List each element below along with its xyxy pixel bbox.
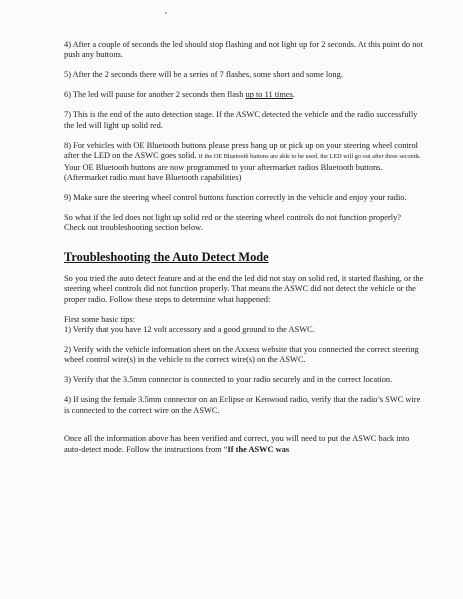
document-body bbox=[64, 40, 424, 465]
step-8-text: 8) For vehicles with OE Bluetooth buttons please press hang up or pick up on your steering wheel control after the LED on the ASWC goes solid. bbox=[64, 140, 419, 161]
closing-text: Once all the information above has been verified and correct, you will need to put the ASWC back into auto-detect mode. Follow the instructions from “ bbox=[64, 434, 410, 454]
step-9: 9) Make sure the steering wheel control buttons function correctly in the vehicle and enjoy your radio. bbox=[64, 193, 407, 203]
step-6-underlined: up to 11 times bbox=[245, 90, 293, 100]
step-4: 4) After a couple of seconds the led should stop flashing and not light up for 2 seconds. At this point do not push any buttons. bbox=[64, 40, 423, 60]
step-5: 5) After the 2 seconds there will be a series of 7 flashes, some short and some long. bbox=[64, 70, 343, 80]
closing-paragraph bbox=[64, 434, 424, 455]
tip-1: 1) Verify that you have 12 volt accessory and a good ground to the ASWC. bbox=[64, 325, 315, 335]
intro-paragraph: So you tried the auto detect feature and at the end the led did not stay on solid red, it started flashing, or the steering wheel controls did not function properly. That means the ASWC did not detect the vehicle or the proper radio. Follow these steps to determine what happened: bbox=[64, 273, 424, 304]
closing-bold-reference: If the ASWC was bbox=[227, 444, 290, 454]
step-6-end: . bbox=[292, 90, 295, 100]
section-heading: Troubleshooting the Auto Detect Mode bbox=[64, 249, 269, 264]
tips-header: First some basic tips: bbox=[64, 314, 135, 324]
step-6-text: 6) The led will pause for another 2 seconds then flash bbox=[64, 90, 246, 100]
tip-4: 4) If using the female 3.5mm connector on an Eclipse or Kenwood radio, verify that the radio’s SWC wire is connected to the correct wire on the ASWC. bbox=[64, 395, 421, 415]
step-7: 7) This is the end of the auto detection stage. If the ASWC detected the vehicle and the radio successfully the led will light up solid red. bbox=[64, 110, 418, 130]
step-8-text-cont: Your OE Bluetooth buttons are now programmed to your aftermarket radios Bluetooth buttons. (Aftermarket radio must have Bluetooth capabilities) bbox=[64, 162, 383, 183]
scan-speck bbox=[165, 12, 167, 14]
what-if-paragraph: So what if the led does not light up solid red or the steering wheel controls do not function properly? Check out troubleshooting section below. bbox=[64, 213, 402, 233]
tip-2: 2) Verify with the vehicle information sheet on the Axxess website that you connected the correct steering wheel control wire(s) in the vehicle to the correct wire(s) on the ASWC. bbox=[64, 345, 419, 365]
step-8 bbox=[64, 141, 424, 184]
step-6 bbox=[64, 90, 424, 100]
step-8-small-note: If the OE Bluetooth buttons are able to be used, the LED will go out after three seconds. bbox=[198, 153, 421, 161]
tip-3: 3) Verify that the 3.5mm connector is connected to your radio securely and in the correct location. bbox=[64, 375, 393, 385]
